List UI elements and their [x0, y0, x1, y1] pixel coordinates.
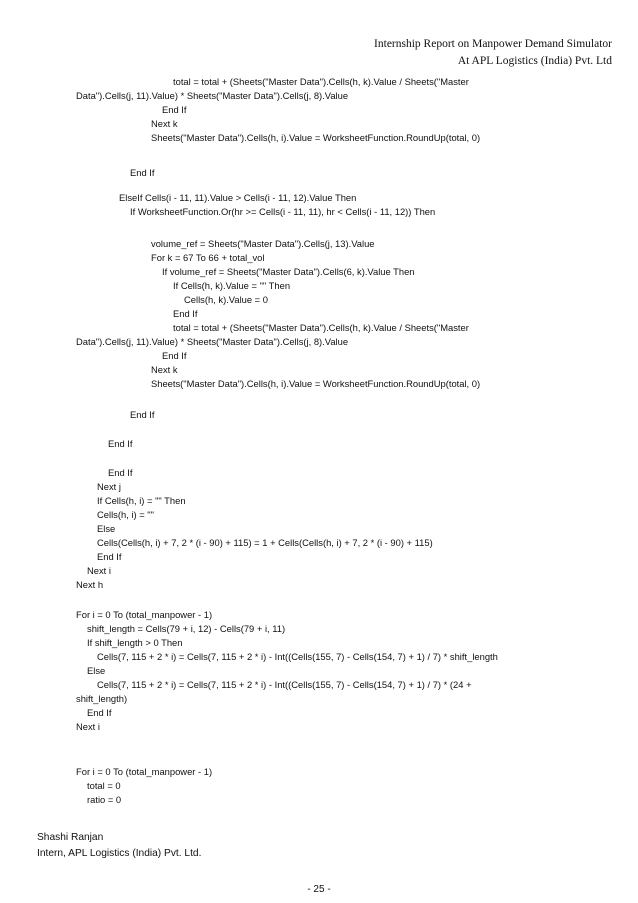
code-line: End If — [130, 409, 155, 420]
code-line: Next k — [151, 364, 178, 375]
code-line: End If — [162, 350, 187, 361]
code-line: For i = 0 To (total_manpower - 1) — [76, 766, 213, 777]
code-line: If shift_length > 0 Then — [87, 637, 183, 648]
code-line: shift_length) — [76, 693, 128, 704]
code-line: For i = 0 To (total_manpower - 1) — [76, 609, 213, 620]
code-line: Cells(7, 115 + 2 * i) = Cells(7, 115 + 2 * i) - Int((Cells(155, 7) - Cells(154, 7) + 1) / 7) * (24 + — [97, 679, 472, 690]
code-line: Sheets("Master Data").Cells(h, i).Value = WorksheetFunction.RoundUp(total, 0) — [151, 378, 481, 389]
code-line: Next j — [97, 481, 121, 492]
code-line: volume_ref = Sheets("Master Data").Cells(j, 13).Value — [151, 238, 375, 249]
code-line: End If — [108, 438, 133, 449]
code-line: Next i — [76, 721, 100, 732]
code-line: ElseIf Cells(i - 11, 11).Value > Cells(i - 11, 12).Value Then — [119, 192, 357, 203]
code-line: If WorksheetFunction.Or(hr >= Cells(i - 11, 11), hr < Cells(i - 11, 12)) Then — [130, 206, 436, 217]
author-footer — [37, 830, 201, 862]
code-line: Data").Cells(j, 11).Value) * Sheets("Master Data").Cells(j, 8).Value — [76, 90, 349, 101]
code-line: ratio = 0 — [87, 794, 122, 805]
code-line: Cells(h, i) = "" — [97, 509, 154, 520]
code-line: Next k — [151, 118, 178, 129]
code-line: If Cells(h, k).Value = "" Then — [173, 280, 291, 291]
code-line: End If — [97, 551, 122, 562]
code-line: total = total + (Sheets("Master Data").Cells(h, k).Value / Sheets("Master — [173, 76, 469, 87]
code-line: Next i — [87, 565, 111, 576]
code-line: End If — [130, 167, 155, 178]
running-header — [374, 36, 612, 70]
code-line: Else — [97, 523, 116, 534]
author-name: Shashi Ranjan — [37, 832, 104, 843]
page-number: - 25 - — [307, 884, 331, 895]
code-line: End If — [108, 467, 133, 478]
header-company: At APL Logistics (India) Pvt. Ltd — [457, 55, 612, 67]
header-title: Internship Report on Manpower Demand Simulator — [374, 38, 612, 50]
code-line: total = 0 — [87, 780, 121, 791]
code-line: For k = 67 To 66 + total_vol — [151, 252, 265, 263]
code-line: Next h — [76, 579, 104, 590]
code-line: Cells(7, 115 + 2 * i) = Cells(7, 115 + 2 * i) - Int((Cells(155, 7) - Cells(154, 7) + 1) / 7) * shift_length — [97, 651, 498, 662]
code-line: Cells(h, k).Value = 0 — [184, 294, 268, 305]
code-line: Else — [87, 665, 106, 676]
code-line: End If — [173, 308, 198, 319]
code-line: If volume_ref = Sheets("Master Data").Cells(6, k).Value Then — [162, 266, 415, 277]
code-line: End If — [162, 104, 187, 115]
code-line: total = total + (Sheets("Master Data").Cells(h, k).Value / Sheets("Master — [173, 322, 469, 333]
code-line: End If — [87, 707, 112, 718]
code-line: Sheets("Master Data").Cells(h, i).Value = WorksheetFunction.RoundUp(total, 0) — [151, 132, 481, 143]
code-line: shift_length = Cells(79 + i, 12) - Cells(79 + i, 11) — [87, 623, 286, 634]
code-line: If Cells(h, i) = "" Then — [97, 495, 186, 506]
author-role: Intern, APL Logistics (India) Pvt. Ltd. — [37, 848, 202, 859]
code-line: Data").Cells(j, 11).Value) * Sheets("Master Data").Cells(j, 8).Value — [76, 336, 349, 347]
code-line: Cells(Cells(h, i) + 7, 2 * (i - 90) + 115) = 1 + Cells(Cells(h, i) + 7, 2 * (i - 90) + 115) — [97, 537, 433, 548]
